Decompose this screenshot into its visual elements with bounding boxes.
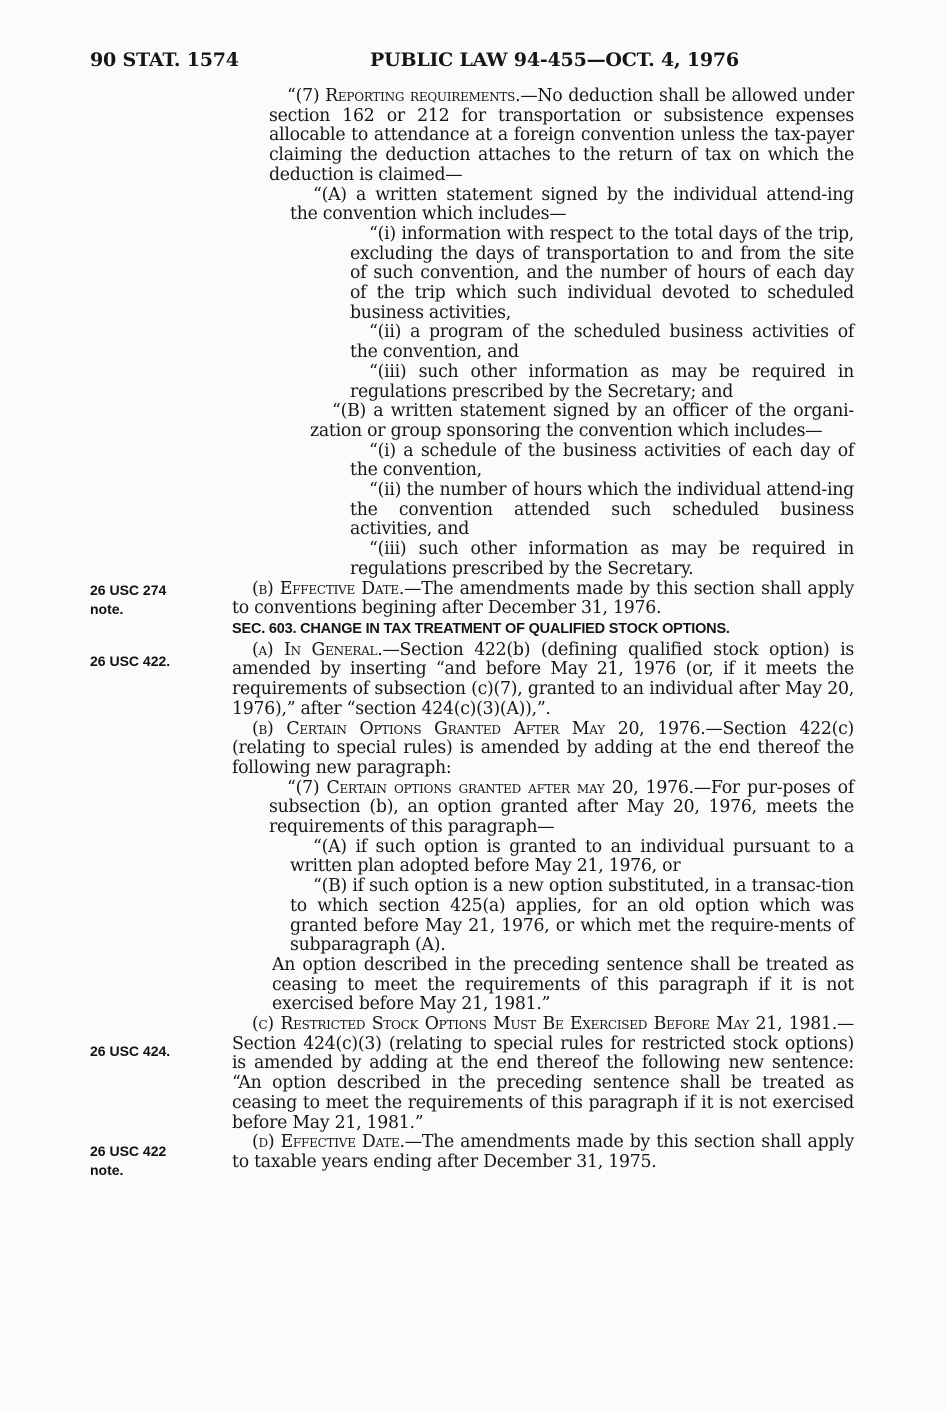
paragraph-7-certain-options: “(7) Certain options granted after may 20, 1976.—For pur-poses of subsection (b), an option granted after May 20, 1976, meets the requirements of this paragraph—: [269, 777, 854, 838]
clause-b-iii: “(iii) such other information as may be required in regulations prescribed by the Secretary.: [350, 539, 854, 579]
margin-note-422-effective: 26 USC 422 note.: [90, 1143, 167, 1178]
clause-b-i: “(i) a schedule of the business activities of each day of the convention,: [350, 440, 854, 481]
margin-note-422: 26 USC 422.: [90, 653, 171, 669]
clause-a-i: “(i) information with respect to the total days of the trip, excluding the days of transportation to and from the site of such convention, and the number of hours of each day of the trip which such individual devoted to scheduled business activities,: [350, 223, 854, 323]
subparagraph-b-new-option: “(B) if such option is a new option substituted, in a transac-tion to which section 425(a) applies, for an old option which was granted before May 21, 1976, or which met the require-ments of subparagraph (A).: [290, 876, 854, 956]
statute-text: [232, 87, 854, 1173]
subsection-c-restricted: (c) Restricted Stock Options Must Be Exercised Before May 21, 1981.—Section 424(c)(3) (relating to special rules for restricted stock options) is amended by adding at the end thereof the following new sentence: “An option described in the preceding sentence shall be treated as ceasing to meet the requirements of this paragraph if it is not exercised before May 21, 1981.”: [232, 1014, 854, 1133]
volume-page-citation: 90 STAT. 1574: [90, 49, 239, 71]
subparagraph-b: “(B) a written statement signed by an officer of the organi-zation or group sponsoring the convention which includes—: [310, 401, 854, 441]
subsection-b-effective-date: (b) Effective Date.—The amendments made by this section shall apply to conventions begining after December 31, 1976.: [232, 578, 854, 619]
option-ceasing-sentence: An option described in the preceding sentence shall be treated as ceasing to meet the requirements of this paragraph if it is not exercised before May 21, 1981.”: [272, 954, 854, 1015]
subparagraph-a-written-plan: “(A) if such option is granted to an individual pursuant to a written plan adopted before May 21, 1976, or: [290, 836, 854, 877]
subsection-a-in-general: (a) In General.—Section 422(b) (defining qualified stock option) is amended by inserting “and before May 21, 1976 (or, if it meets the requirements of subsection (c)(7), granted to an individual after May 20, 1976),” after “section 424(c)(3)(A)),”.: [232, 639, 854, 719]
subsection-b-certain-options: (b) Certain Options Granted After May 20, 1976.—Section 422(c) (relating to special rules) is amended by adding at the end thereof the following new paragraph:: [232, 718, 855, 778]
running-head: PUBLIC LAW 94-455—OCT. 4, 1976: [370, 49, 739, 71]
subsection-d-effective-date: (d) Effective Date.—The amendments made by this section shall apply to taxable years ending after December 31, 1975.: [232, 1132, 854, 1172]
section-603-heading: SEC. 603. CHANGE IN TAX TREATMENT OF QUALIFIED STOCK OPTIONS.: [232, 620, 730, 637]
margin-note-424: 26 USC 424.: [90, 1043, 171, 1059]
clause-a-iii: “(iii) such other information as may be required in regulations prescribed by the Secretary; and: [350, 361, 854, 402]
clause-b-ii: “(ii) the number of hours which the individual attend-ing the convention attended such scheduled business activities, and: [350, 480, 854, 540]
subparagraph-a: “(A) a written statement signed by the individual attend-ing the convention which includes—: [290, 184, 854, 225]
margin-note-274: 26 USC 274 note.: [90, 582, 167, 617]
clause-a-ii: “(ii) a program of the scheduled business activities of the convention, and: [350, 322, 854, 363]
paragraph-7-reporting: “(7) Reporting requirements.—No deduction shall be allowed under section 162 or 212 for transportation or subsistence expenses allocable to attendance at a foreign convention unless the tax-payer claiming the deduction attaches to the return of tax on which the deduction is claimed—: [269, 86, 854, 185]
